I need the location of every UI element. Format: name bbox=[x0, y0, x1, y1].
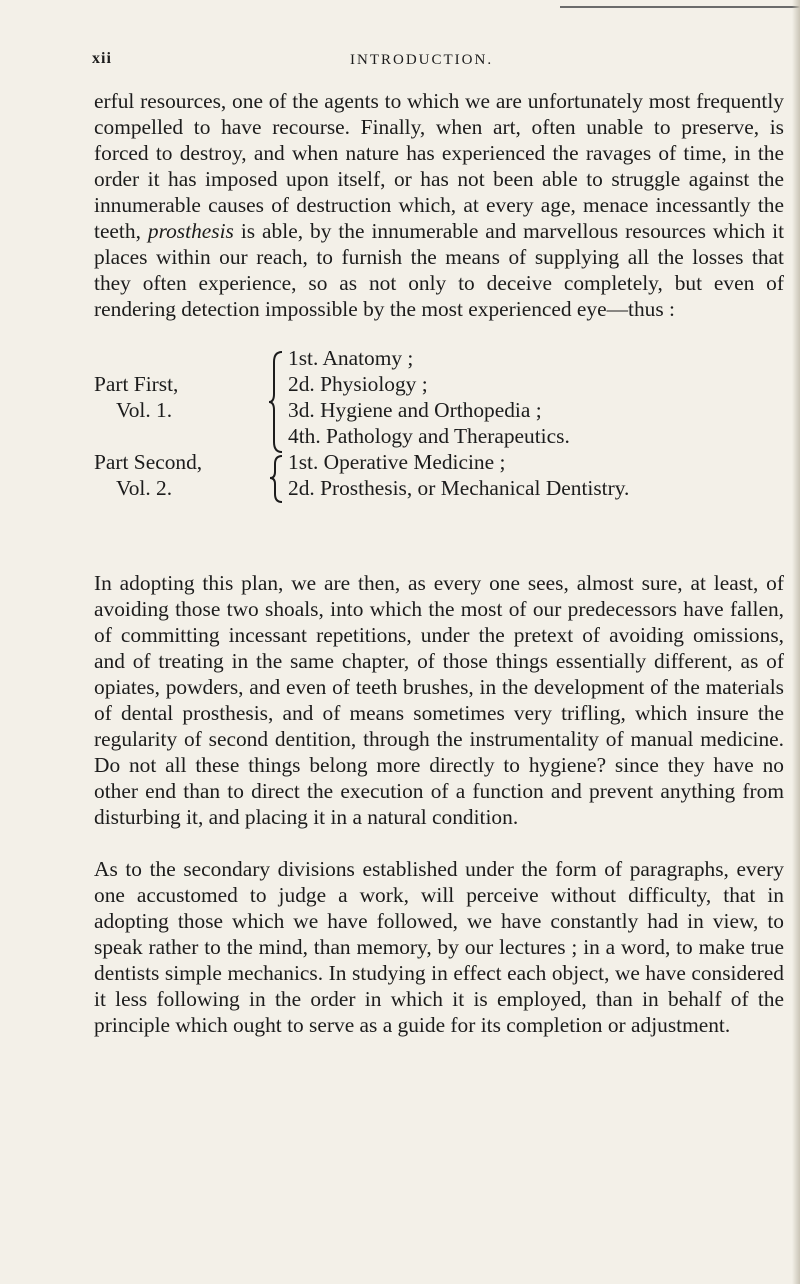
part-second-entry-2: 2d. Prosthesis, or Mechanical Dentistry. bbox=[288, 476, 630, 500]
paragraph-1 bbox=[94, 88, 784, 322]
running-head: INTRODUCTION. bbox=[350, 52, 494, 68]
part-second-label: Part Second, bbox=[94, 450, 203, 474]
part-first-brace bbox=[268, 350, 284, 454]
plan-of-work bbox=[94, 346, 784, 576]
part-first-label: Part First, bbox=[94, 372, 179, 396]
paragraph-3: As to the secondary divisions established under the form of paragraphs, every one accustomed to judge a work, will perceive without difficulty, that in adopting those which we have followed, we have constantly had in view, to speak rather to the mind, than memory, by our lectures ; in a word, to make true dentists simple mechanics. In studying in effect each object, we have considered it less following in the order in which it is employed, than in behalf of the principle which ought to serve as a guide for its completion or adjustment. bbox=[94, 857, 784, 1037]
part-first-entry-3: 3d. Hygiene and Orthopedia ; bbox=[288, 398, 542, 422]
part-first-volume: Vol. 1. bbox=[116, 398, 173, 422]
paragraph-1-text-after: is able, by the innumerable and marvellous resources which it places within our reach, to furnish the means of supplying all the losses that they often experience, so as not only to deceive completely, but even of rendering detection impossible by the most experienced eye—thus : bbox=[94, 219, 785, 321]
page-number: xii bbox=[92, 50, 112, 67]
part-second-brace bbox=[268, 454, 284, 504]
paragraph-2: In adopting this plan, we are then, as every one sees, almost sure, at least, of avoiding those two shoals, into which the most of our predecessors have fallen, of committing incessant repetitions, under the pretext of avoiding omissions, and of treating in the same chapter, of those things essentially different, as of opiates, powders, and even of teeth brushes, in the development of the materials of dental prosthesis, and of means sometimes very trifling, which insure the regularity of second dentition, through the instrumentality of manual medicine. Do not all these things belong more directly to hygiene? since they have no other end than to direct the execution of a function and prevent anything from disturbing it, and placing it in a natural condition. bbox=[94, 571, 784, 829]
part-first-entry-2: 2d. Physiology ; bbox=[288, 372, 428, 396]
top-rule bbox=[560, 6, 800, 8]
part-first-entry-4: 4th. Pathology and Therapeutics. bbox=[288, 424, 570, 448]
part-second-volume: Vol. 2. bbox=[116, 476, 173, 500]
paragraph-1-text-before: erful resources, one of the agents to which we are unfortunately most frequently compelled to have recourse. Finally, when art, often unable to preserve, is forced to destroy, and when nature has experienced the ravages of time, in the order it has imposed upon itself, or has not been able to struggle against the innumerable causes of destruction which, at every age, menace incessantly the teeth, bbox=[94, 89, 784, 243]
paragraph-1-emphasis: prosthesis bbox=[147, 219, 234, 243]
part-second-entry-1: 1st. Operative Medicine ; bbox=[288, 450, 506, 474]
part-first-entry-1: 1st. Anatomy ; bbox=[288, 346, 414, 370]
page-edge-shadow bbox=[792, 0, 800, 1284]
page-header bbox=[0, 50, 800, 76]
